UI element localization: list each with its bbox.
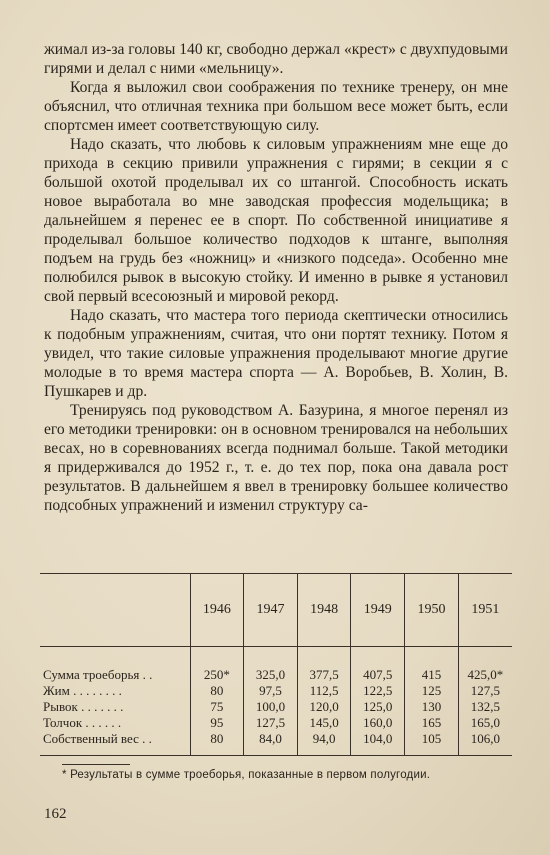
table-header-year: 1947 <box>244 574 298 647</box>
table-row-label: Сумма троеборья . . <box>43 667 153 682</box>
table-cell: 127,5 <box>458 683 512 699</box>
results-table <box>40 573 512 756</box>
paragraph: Тренируясь под руководством А. Базурина, я многое перенял из его методики тренировки: он в основном тренировался на небольших весах, но в соревнованиях всегда поднимал больше. Такой методики я придерживался до 1952 г., т. е. до тех пор, пока она давала рост результатов. В дальнейшем я ввел в тренировку большее количество подсобных упражнений и изменил структуру са- <box>44 402 508 514</box>
table-cell: 377,5 <box>297 647 351 684</box>
table-cell: 105 <box>405 731 459 756</box>
table-cell: 104,0 <box>351 731 405 756</box>
table-row-label: Толчок . . . . . . <box>43 715 122 730</box>
table-cell: 407,5 <box>351 647 405 684</box>
table-cell: 75 <box>190 699 244 715</box>
table-row-label: Жим . . . . . . . . <box>43 683 122 698</box>
table-row <box>40 683 512 699</box>
table-cell: 165 <box>405 715 459 731</box>
table-cell: 425,0* <box>458 647 512 684</box>
table-row <box>40 699 512 715</box>
table-cell: 122,5 <box>351 683 405 699</box>
table-row-label: Рывок . . . . . . . <box>43 699 124 714</box>
table-cell: 127,5 <box>244 715 298 731</box>
table-header-empty <box>40 574 190 647</box>
table-header-year: 1950 <box>405 574 459 647</box>
results-table-wrap <box>40 573 512 756</box>
table-row-label: Собственный вес . . <box>43 731 152 746</box>
table-cell: 130 <box>405 699 459 715</box>
table-header-year: 1948 <box>297 574 351 647</box>
table-row <box>40 731 512 756</box>
table-header-year: 1951 <box>458 574 512 647</box>
table-cell: 97,5 <box>244 683 298 699</box>
table-header-row <box>40 574 512 647</box>
table-cell: 165,0 <box>458 715 512 731</box>
table-cell: 125 <box>405 683 459 699</box>
footnote: * Результаты в сумме троеборья, показанные в первом полугодии. <box>62 769 431 781</box>
table-cell: 106,0 <box>458 731 512 756</box>
paragraph: Когда я выложил свои соображения по технике тренеру, он мне объяснил, что отличная техника при большом весе может быть, если спортсмен имеет соответствующую силу. <box>44 79 508 134</box>
table-cell: 325,0 <box>244 647 298 684</box>
table-cell: 84,0 <box>244 731 298 756</box>
table-row <box>40 715 512 731</box>
table-cell: 95 <box>190 715 244 731</box>
paragraph: Надо сказать, что мастера того периода скептически относились к подобным упражнениям, считая, что они портят технику. Потом я увидел, что такие силовые упражнения проделывают многие другие молодые в то время мастера спорта — А. Воробьев, В. Холин, В. Пушкарев и др. <box>44 307 508 400</box>
table-cell: 100,0 <box>244 699 298 715</box>
table-cell: 94,0 <box>297 731 351 756</box>
table-cell: 125,0 <box>351 699 405 715</box>
table-cell: 160,0 <box>351 715 405 731</box>
table-cell: 132,5 <box>458 699 512 715</box>
table-cell: 120,0 <box>297 699 351 715</box>
table-cell: 80 <box>190 731 244 756</box>
table-header-year: 1949 <box>351 574 405 647</box>
table-cell: 250* <box>190 647 244 684</box>
table-header-year: 1946 <box>190 574 244 647</box>
paragraph: Надо сказать, что любовь к силовым упражнениям мне еще до прихода в секцию привили упражнения с гирями; в секции я с большой охотой проделывал их со штангой. Способность искать новое выработала во мне заводская профессия модельщика; в дальнейшем я перенес ее в спорт. По собственной инициативе я проделывал большое количество подходов к штанге, выполняя подъем на грудь без «ножниц» и «низкого подседа». Особенно мне полюбился рывок в высокую стойку. И именно в рывке я установил свой первый всесоюзный и мировой рекорд. <box>44 136 508 305</box>
table-cell: 112,5 <box>297 683 351 699</box>
paragraph: жимал из-за головы 140 кг, свободно держал «крест» с двухпудовыми гирями и делал с ними «мельницу». <box>44 41 508 77</box>
table-row <box>40 647 512 684</box>
page-number: 162 <box>44 806 67 822</box>
table-cell: 80 <box>190 683 244 699</box>
footnote-divider <box>62 764 130 765</box>
table-cell: 145,0 <box>297 715 351 731</box>
table-cell: 415 <box>405 647 459 684</box>
body-text <box>44 40 508 515</box>
